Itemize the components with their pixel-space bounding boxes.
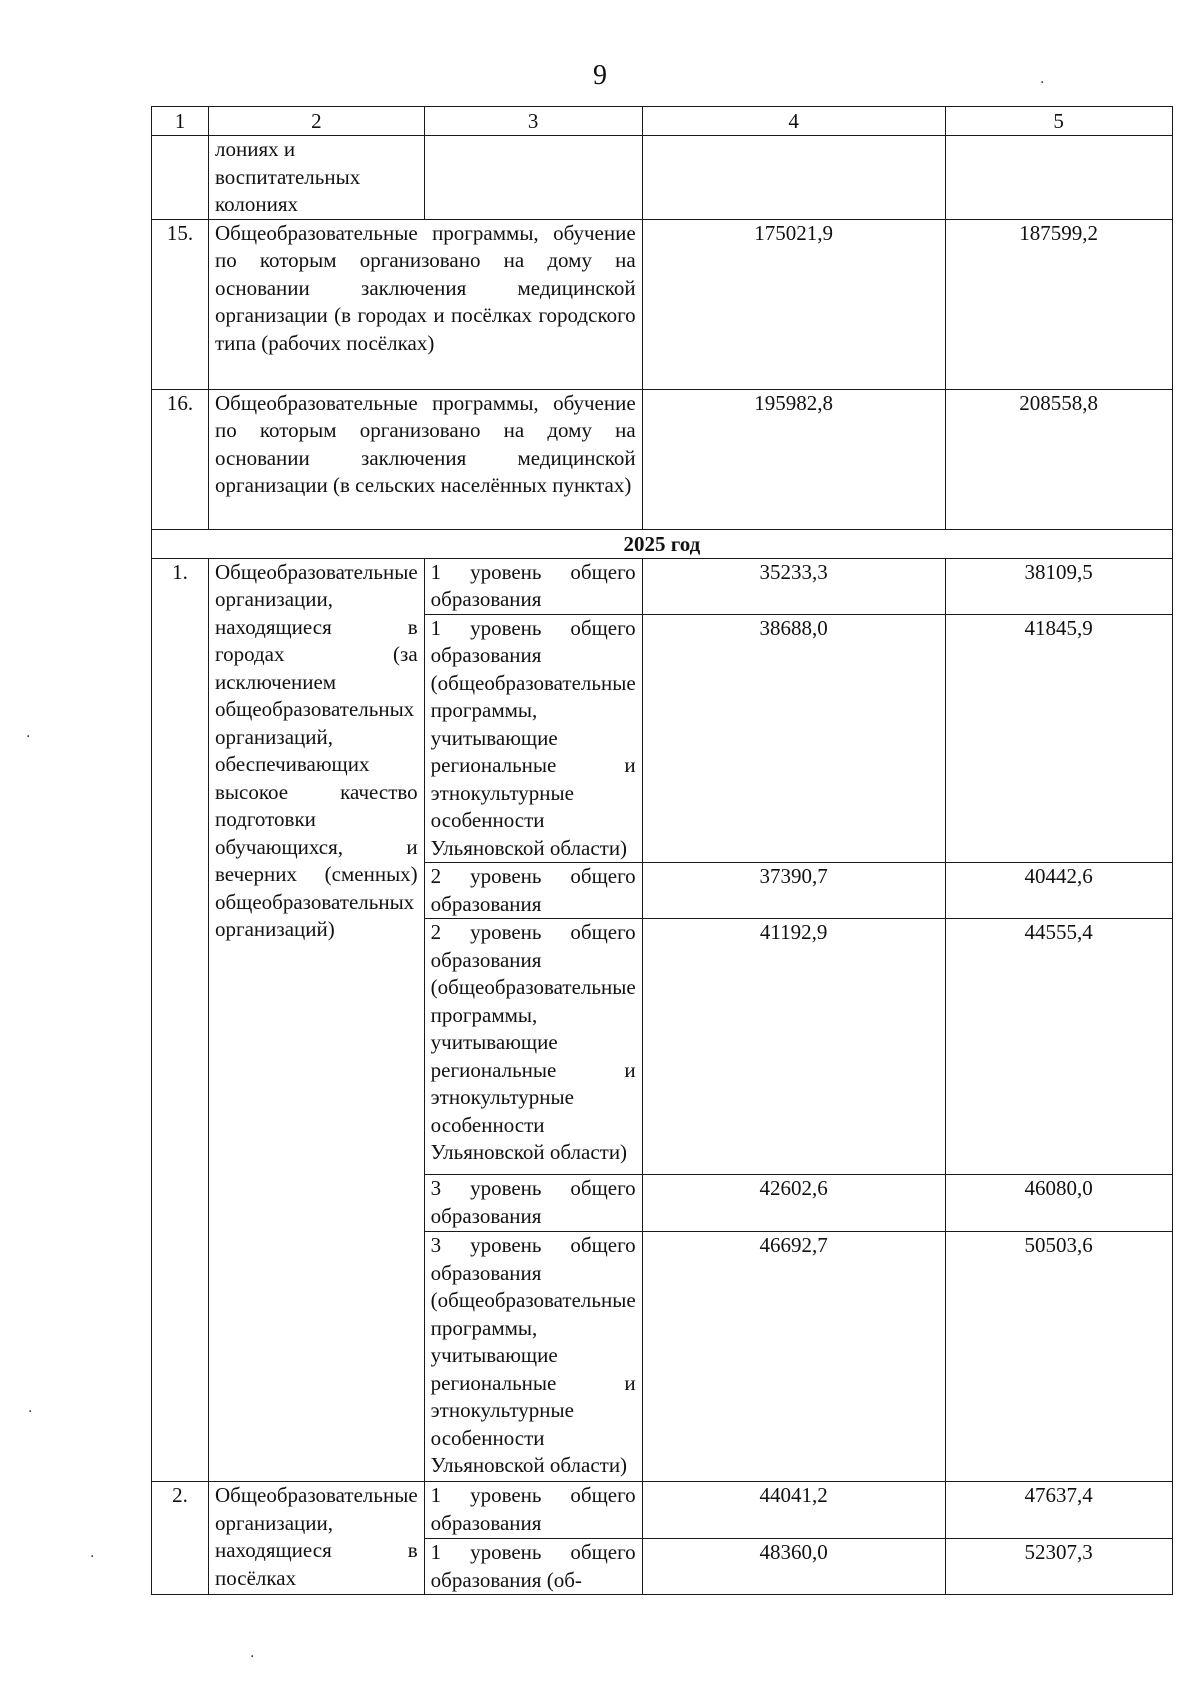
- category-text: лониях и воспитательных колониях: [209, 136, 425, 220]
- value-col4: 46692,7: [642, 1232, 945, 1482]
- level-text: 1 уровень общего образования: [424, 1482, 642, 1539]
- value-col4: 41192,9: [642, 919, 945, 1175]
- value-col4: 35233,3: [642, 558, 945, 614]
- category-text: Общеобразовательные организации, находящиеся в посёлках: [209, 1482, 425, 1595]
- value-col5: [945, 136, 1172, 220]
- column-number: 1: [152, 107, 209, 136]
- value-col5: 40442,6: [945, 863, 1172, 919]
- row-number: [152, 136, 209, 220]
- level-text: [424, 136, 642, 220]
- table-row: [152, 558, 1173, 614]
- column-number: 3: [424, 107, 642, 136]
- scan-speck: ·: [26, 729, 31, 745]
- row-number: 16.: [152, 389, 209, 529]
- continuation-row: [152, 136, 1173, 220]
- table-row: [152, 1482, 1173, 1539]
- value-col4: 38688,0: [642, 614, 945, 863]
- level-text: 1 уровень общего образования (общеобразовательные программы, учитывающие региональные и этнокультурные особенности Ульяновской области): [424, 614, 642, 863]
- year-heading: 2025 год: [152, 529, 1173, 558]
- row-number: 2.: [152, 1482, 209, 1595]
- value-col4: [642, 136, 945, 220]
- level-text: 3 уровень общего образования (общеобразовательные программы, учитывающие региональные и этнокультурные особенности Ульяновской области): [424, 1232, 642, 1482]
- category-text: Общеобразовательные программы, обучение по которым организовано на дому на основании заключения медицинской организации (в городах и посёлках городского типа (рабочих посёлках): [209, 219, 643, 389]
- level-text: 1 уровень общего образования: [424, 558, 642, 614]
- level-text: 2 уровень общего образования: [424, 863, 642, 919]
- scan-speck: ·: [250, 1649, 255, 1665]
- value-col5: 44555,4: [945, 919, 1172, 1175]
- value-col5: 208558,8: [945, 389, 1172, 529]
- year-row: [152, 529, 1173, 558]
- value-col4: 195982,8: [642, 389, 945, 529]
- value-col4: 44041,2: [642, 1482, 945, 1539]
- tariff-table: [151, 106, 1173, 1595]
- level-text: 3 уровень общего образования: [424, 1175, 642, 1232]
- category-text: Общеобразовательные организации, находящиеся в городах (за исключением общеобразовательных организаций, обеспечивающих высокое качество подготовки обучающихся, и вечерних (сменных) общеобразовательных организаций): [209, 558, 425, 1482]
- value-col5: 47637,4: [945, 1482, 1172, 1539]
- column-number: 5: [945, 107, 1172, 136]
- value-col4: 48360,0: [642, 1539, 945, 1595]
- value-col4: 175021,9: [642, 219, 945, 389]
- value-col5: 46080,0: [945, 1175, 1172, 1232]
- category-text: Общеобразовательные программы, обучение по которым организовано на дому на основании заключения медицинской организации (в сельских населённых пунктах): [209, 389, 643, 529]
- value-col5: 187599,2: [945, 219, 1172, 389]
- page-number: 9: [593, 60, 607, 91]
- scan-speck: ·: [1040, 75, 1045, 91]
- value-col5: 50503,6: [945, 1232, 1172, 1482]
- column-number: 4: [642, 107, 945, 136]
- scan-speck: ·: [28, 1404, 33, 1420]
- value-col5: 52307,3: [945, 1539, 1172, 1595]
- value-col5: 41845,9: [945, 614, 1172, 863]
- table-row: [152, 389, 1173, 529]
- column-number: 2: [209, 107, 425, 136]
- value-col4: 37390,7: [642, 863, 945, 919]
- table-row: [152, 219, 1173, 389]
- level-text: 2 уровень общего образования (общеобразовательные программы, учитывающие региональные и этнокультурные особенности Ульяновской области): [424, 919, 642, 1175]
- value-col5: 38109,5: [945, 558, 1172, 614]
- column-numbers-row: [152, 107, 1173, 136]
- row-number: 15.: [152, 219, 209, 389]
- row-number: 1.: [152, 558, 209, 1482]
- scan-speck: ·: [90, 1549, 95, 1565]
- value-col4: 42602,6: [642, 1175, 945, 1232]
- level-text: 1 уровень общего образования (об-: [424, 1539, 642, 1595]
